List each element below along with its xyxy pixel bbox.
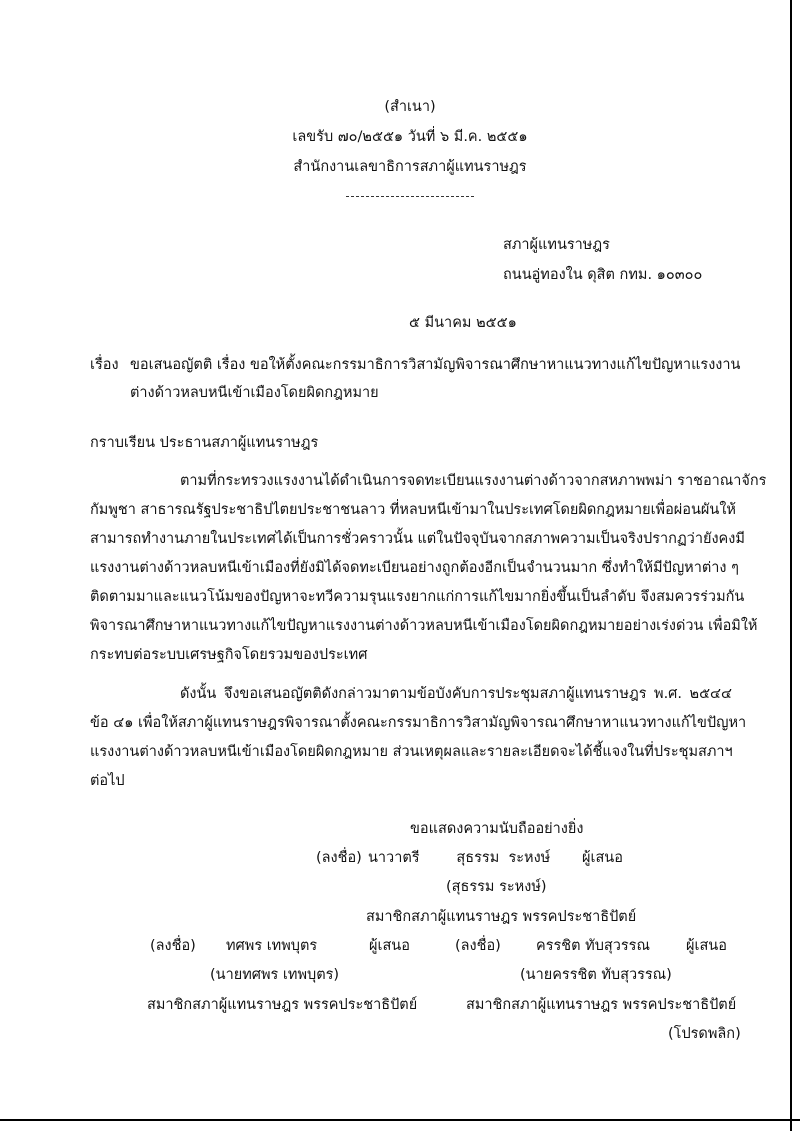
paragraph-1-line: สามารถทำงานภายในประเทศได้เป็นการชั่วคราวนั้น แต่ในปัจจุบันจากสภาพความเป็นจริงปรากฏว่ายังคงมี xyxy=(90,531,745,547)
header-separator xyxy=(346,196,474,197)
document-date: ๕ มีนาคม ๒๕๕๑ xyxy=(409,315,517,331)
right-signer-position: สมาชิกสภาผู้แทนราษฎร พรรคประชาธิปัตย์ xyxy=(466,997,737,1013)
turn-over-note: (โปรดพลิก) xyxy=(668,1026,741,1042)
paragraph-1-line: ตามที่กระทรวงแรงงานได้ดำเนินการจดทะเบียนแรงงานต่างด้าวจากสหภาพพม่า ราชอาณาจักร xyxy=(180,473,767,489)
signature-label: (ลงชื่อ) xyxy=(316,850,362,866)
paragraph-1-line: แรงงานต่างด้าวหลบหนีเข้าเมืองที่ยังมิได้จดทะเบียนอย่างถูกต้องอีกเป็นจำนวนมาก ซึ่งทำให้มีปัญหาต่าง ๆ xyxy=(90,560,739,576)
paragraph-2-line: แรงงานต่างด้าวหลบหนีเข้าเมืองโดยผิดกฎหมาย ส่วนเหตุผลและรายละเอียดจะได้ชี้แจงในที่ประชุมสภาฯ xyxy=(90,744,733,760)
proposer-label: ผู้เสนอ xyxy=(369,938,410,954)
copy-label: (สำเนา) xyxy=(384,99,436,115)
office-name: สำนักงานเลขาธิการสภาผู้แทนราษฎร xyxy=(293,159,527,175)
subject-line-2: ต่างด้าวหลบหนีเข้าเมืองโดยผิดกฎหมาย xyxy=(130,385,379,401)
receipt-number: เลขรับ ๗๐/๒๕๕๑ วันที่ ๖ มี.ค. ๒๕๕๑ xyxy=(292,129,528,145)
paragraph-2-line: ข้อ ๔๑ เพื่อให้สภาผู้แทนราษฎรพิจารณาตั้งคณะกรรมาธิการวิสามัญพิจารณาศึกษาหาแนวทางแก้ไขปัญหา xyxy=(90,715,747,731)
salutation: กราบเรียน ประธานสภาผู้แทนราษฎร xyxy=(90,435,319,451)
page-edge-right xyxy=(790,0,792,1131)
proposer-label: ผู้เสนอ xyxy=(582,850,623,866)
address-line-1: สภาผู้แทนราษฎร xyxy=(503,237,610,253)
main-signer-name: นาวาตรี สุธรรม ระหงษ์ xyxy=(368,850,551,866)
paragraph-1-line: กระทบต่อระบบเศรษฐกิจโดยรวมของประเทศ xyxy=(90,647,368,663)
closing-phrase: ขอแสดงความนับถืออย่างยิ่ง xyxy=(410,821,584,837)
paragraph-1-line: พิจารณาศึกษาหาแนวทางแก้ไขปัญหาแรงงานต่างด้าวหลบหนีเข้าเมืองโดยผิดกฎหมายอย่างเร่งด่วน เพื่อมิให้ xyxy=(90,618,758,634)
signature-label: (ลงชื่อ) xyxy=(150,938,196,954)
address-line-2: ถนนอู่ทองใน ดุสิต กทม. ๑๐๓๐๐ xyxy=(503,267,703,283)
signature-label: (ลงชื่อ) xyxy=(455,938,501,954)
page-edge-bottom xyxy=(0,1119,800,1121)
subject-line-1: ขอเสนอญัตติ เรื่อง ขอให้ตั้งคณะกรรมาธิการวิสามัญพิจารณาศึกษาหาแนวทางแก้ไขปัญหาแรงงาน xyxy=(130,357,741,373)
left-signer-printed-name: (นายทศพร เทพบุตร) xyxy=(210,967,340,983)
right-signer-name: ครรชิต ทับสุวรรณ xyxy=(536,938,650,954)
proposer-label: ผู้เสนอ xyxy=(686,938,727,954)
subject-label: เรื่อง xyxy=(90,357,119,373)
right-signer-printed-name: (นายครรชิต ทับสุวรรณ) xyxy=(520,967,672,983)
paragraph-2-line: ดังนั้น จึงขอเสนอญัตติดังกล่าวมาตามข้อบังคับการประชุมสภาผู้แทนราษฎร พ.ศ. ๒๕๔๔ xyxy=(180,686,732,702)
paragraph-1-line: ติดตามมาและแนวโน้มของปัญหาจะทวีความรุนแรงยากแก่การแก้ไขมากยิ่งขึ้นเป็นลำดับ จึงสมควรร่วมกัน xyxy=(90,589,745,605)
paragraph-2-line: ต่อไป xyxy=(90,773,125,789)
main-signer-position: สมาชิกสภาผู้แทนราษฎร พรรคประชาธิปัตย์ xyxy=(366,909,637,925)
left-signer-name: ทศพร เทพบุตร xyxy=(226,938,318,954)
main-signer-printed-name: (สุธรรม ระหงษ์) xyxy=(446,879,547,895)
paragraph-1-line: กัมพูชา สาธารณรัฐประชาธิปไตยประชาชนลาว ที่หลบหนีเข้ามาในประเทศโดยผิดกฎหมายเพื่อผ่อนผันให้ xyxy=(90,502,736,518)
left-signer-position: สมาชิกสภาผู้แทนราษฎร พรรคประชาธิปัตย์ xyxy=(147,997,418,1013)
